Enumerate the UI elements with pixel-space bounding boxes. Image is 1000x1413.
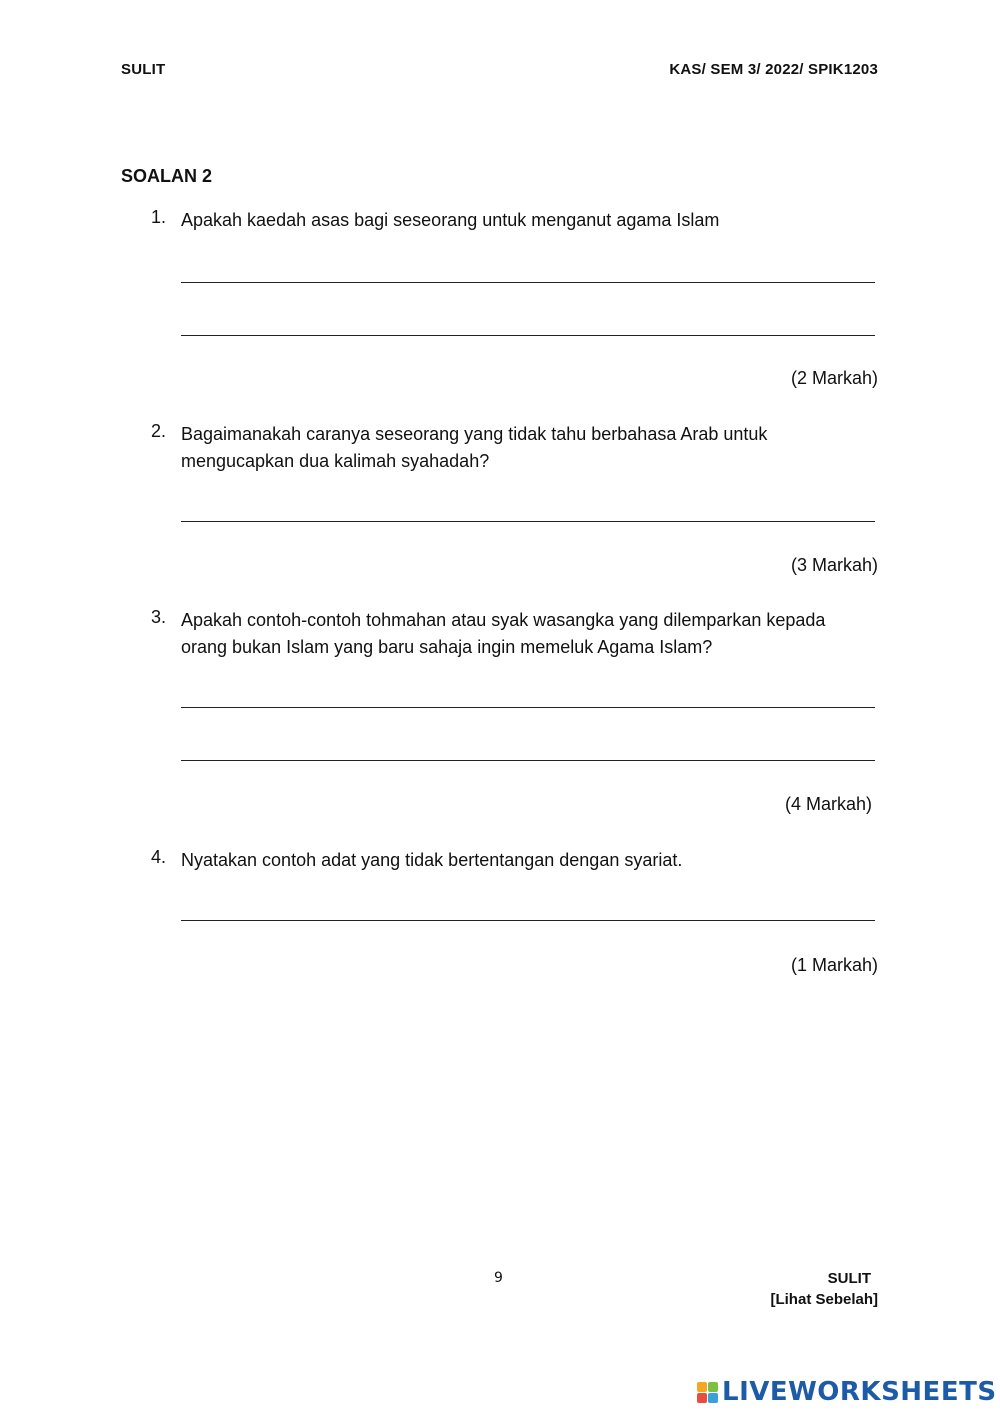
liveworksheets-wordmark: LIVEWORKSHEETS bbox=[722, 1377, 997, 1407]
header-right: KAS/ SEM 3/ 2022/ SPIK1203 bbox=[669, 61, 878, 78]
question-number: 1. bbox=[151, 207, 167, 227]
footer-next-page: [Lihat Sebelah] bbox=[770, 1291, 878, 1308]
question-text: Apakah contoh-contoh tohmahan atau syak wasangka yang dilemparkan kepada orang bukan Islam yang baru sahaja ingin memeluk Agama Islam? bbox=[181, 610, 826, 657]
liveworksheets-logo[interactable] bbox=[697, 1377, 997, 1407]
marks-label: (3 Markah) bbox=[790, 555, 878, 575]
footer-sulit: SULIT bbox=[827, 1270, 871, 1287]
answer-line[interactable] bbox=[181, 521, 875, 522]
marks-label: (1 Markah) bbox=[790, 955, 878, 975]
question-number: 2. bbox=[151, 421, 167, 441]
answer-line[interactable] bbox=[181, 920, 875, 921]
answer-line[interactable] bbox=[181, 282, 875, 283]
question-text: Nyatakan contoh adat yang tidak bertentangan dengan syariat. bbox=[181, 850, 683, 870]
page-number: 9 bbox=[494, 1270, 503, 1286]
liveworksheets-logo-icon bbox=[697, 1382, 718, 1403]
question-text: Bagaimanakah caranya seseorang yang tidak tahu berbahasa Arab untuk mengucapkan dua kalimah syahadah? bbox=[181, 424, 768, 471]
answer-line[interactable] bbox=[181, 335, 875, 336]
question-number: 4. bbox=[151, 847, 167, 867]
marks-label: (2 Markah) bbox=[790, 368, 878, 388]
header-left: SULIT bbox=[121, 61, 166, 78]
answer-line[interactable] bbox=[181, 760, 875, 761]
question-number: 3. bbox=[151, 607, 167, 627]
answer-line[interactable] bbox=[181, 707, 875, 708]
section-title: SOALAN 2 bbox=[121, 166, 213, 186]
question-text: Apakah kaedah asas bagi seseorang untuk menganut agama Islam bbox=[181, 210, 720, 230]
marks-label: (4 Markah) bbox=[784, 794, 872, 814]
